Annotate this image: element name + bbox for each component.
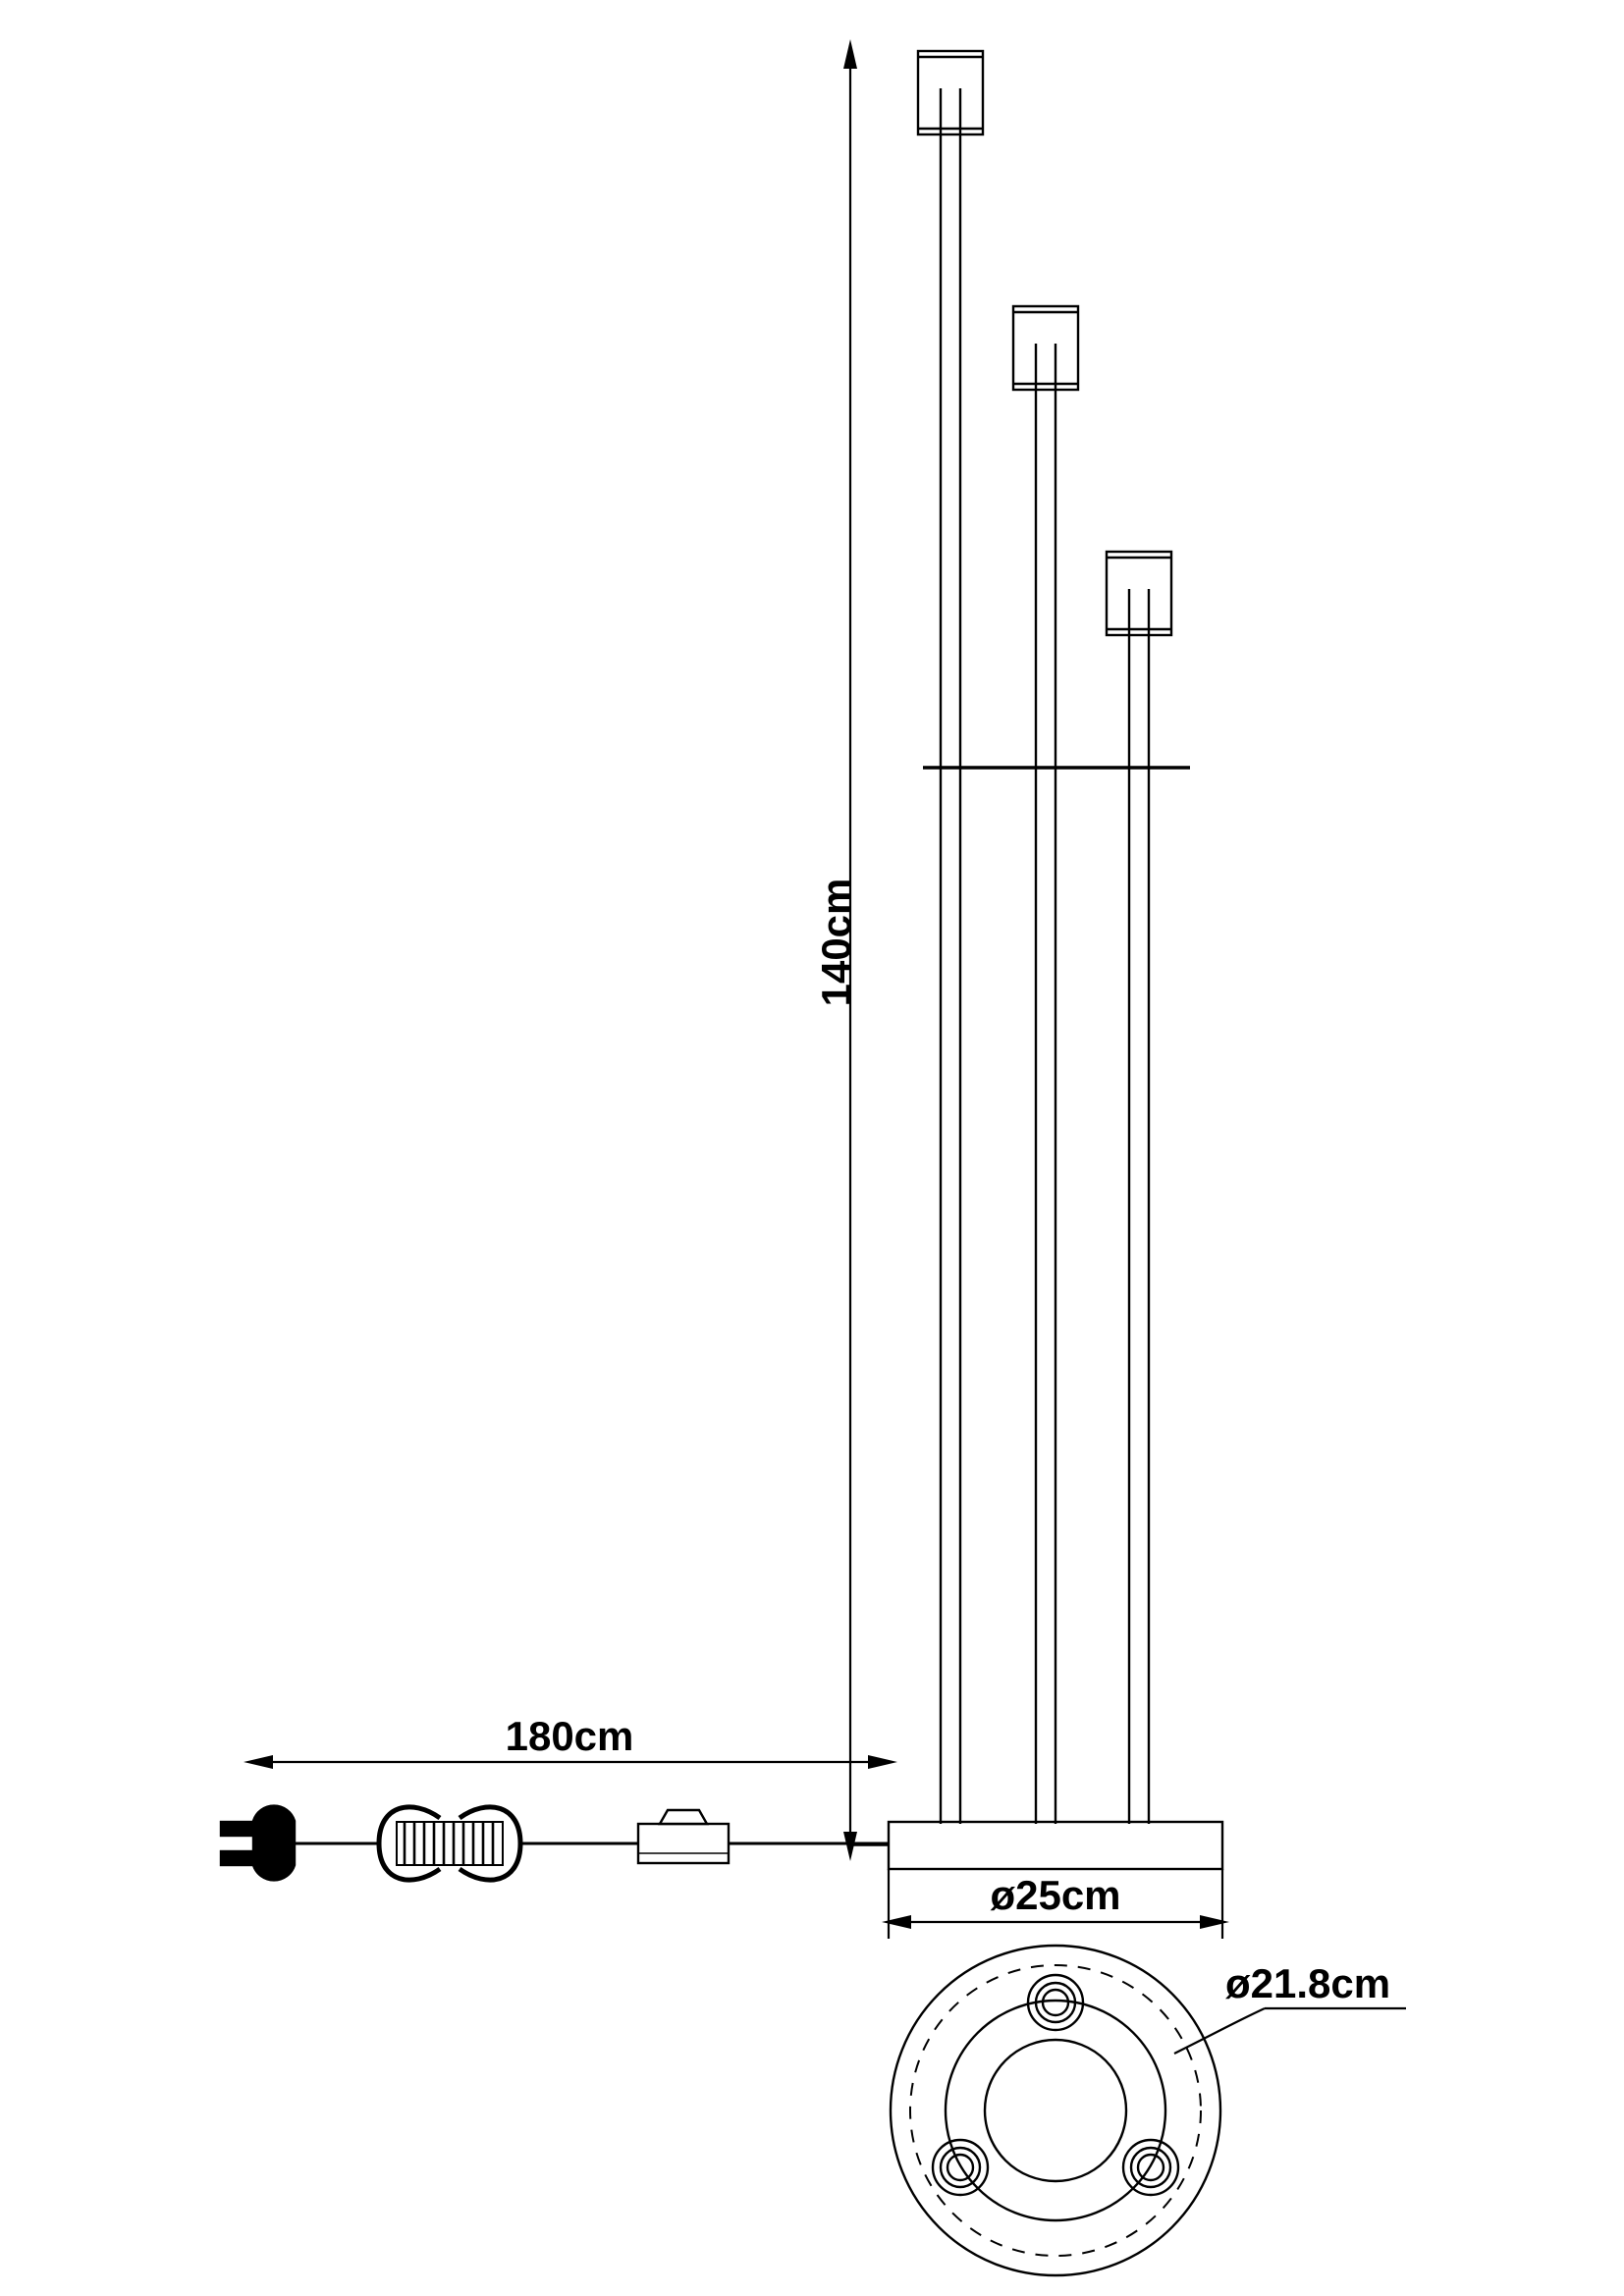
pole-short bbox=[1129, 589, 1149, 1824]
cord-tie bbox=[379, 1807, 520, 1880]
pole-tall bbox=[941, 88, 960, 1824]
power-cord-assembly bbox=[221, 1806, 889, 1881]
socket-top bbox=[1028, 1975, 1083, 2030]
dim-label-height: 140cm bbox=[813, 878, 859, 1007]
base-dashed-circle bbox=[910, 1965, 1201, 2256]
lamp-head-middle bbox=[1013, 306, 1078, 390]
base-outer-circle bbox=[891, 1946, 1220, 2275]
base-ring-inner bbox=[985, 2040, 1126, 2181]
dim-label-inner-diameter: ø21.8cm bbox=[1225, 1960, 1391, 2006]
inline-switch bbox=[638, 1810, 729, 1863]
dim-label-base-diameter: ø25cm bbox=[990, 1872, 1121, 1918]
lamp-head-tall bbox=[918, 51, 983, 134]
leader-line-inner-diameter bbox=[1174, 2008, 1406, 2054]
power-plug bbox=[221, 1806, 295, 1881]
lamp-head-short bbox=[1107, 552, 1171, 635]
dim-label-cord-length: 180cm bbox=[505, 1713, 634, 1759]
base-plate bbox=[889, 1822, 1222, 1869]
front-elevation-view bbox=[889, 51, 1222, 1869]
pole-middle bbox=[1036, 344, 1056, 1824]
